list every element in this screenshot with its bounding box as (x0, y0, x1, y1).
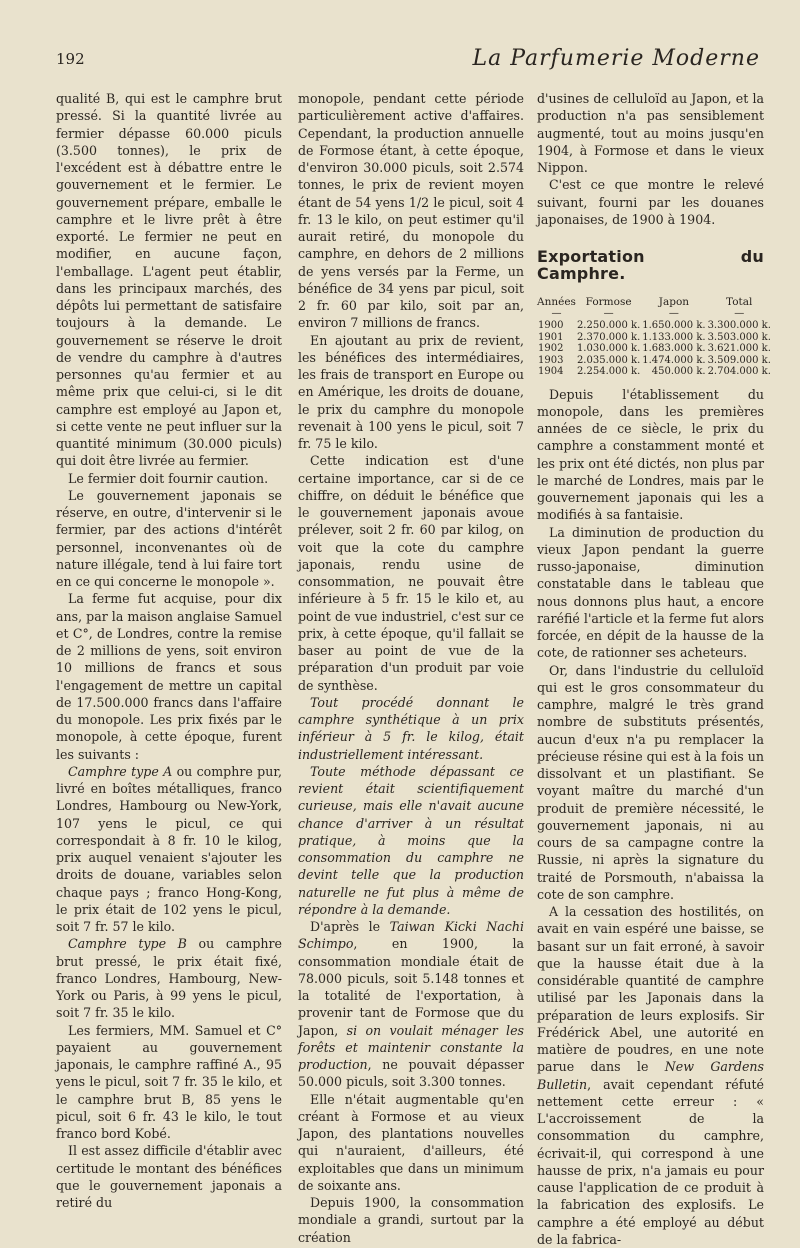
table-cell: 3.509.000 k. (707, 354, 771, 366)
paragraph-italic: si on voulait ménager les forêts et maintenir constante la production (298, 1022, 524, 1072)
table-row (537, 320, 772, 332)
column-3 (537, 90, 771, 1248)
dash: — (734, 308, 745, 319)
column-header: Années (537, 295, 576, 308)
table-row (537, 355, 772, 367)
column-2 (298, 90, 524, 1246)
paragraph: Le fermier doit fournir caution. (68, 470, 269, 486)
paragraph-text: ou comphre pur, livré en boîtes métalliques, franco Londres, Hambourg ou New-York, 107 yens le picul, ce qui correspondait à 8 fr. 10 le kilog, prix auquel venaient s'ajouter les droits de douane, variables selon chaque pays ; franco Hong-Kong, le prix était de 102 yens le picul, soit 7 fr. 57 le kilo. (56, 763, 282, 934)
table-cell: 1.030.000 k. (576, 343, 641, 354)
table-cell: 1.683.000 k. (642, 343, 706, 354)
table-cell: 2.370.000 k. (576, 331, 641, 343)
paragraph: d'usines de celluloïd au Japon, et la production n'a pas sensiblement augmenté, tout au moins jusqu'en 1904, à Formose et dans le vieux Nippon. (537, 91, 764, 175)
column-1 (56, 90, 282, 1211)
column-header: Total (726, 295, 753, 308)
table-cell: 1901 (538, 331, 564, 343)
paragraph: C'est ce que montre le relevé suivant, fourni par les douanes japonaises, de 1900 à 1904. (537, 177, 764, 227)
paragraph: Depuis 1900, la consommation mondiale a grandi, surtout par la création (298, 1195, 524, 1245)
newspaper-title: Taiwan Kicki Nachi Schimpo (298, 919, 524, 952)
paragraph: qualité B, qui est le camphre brut pressé. Si la quantité livrée au fermier dépasse 60.000 piculs (3.500 tonnes), le prix de l'excédent est à débattre entre le gouvernement et le fermier. Le gouvernement prépare, emballe le camphre et le livre prêt à être exporté. Le fermier ne peut en modifier, en aucune façon, l'emballage. L'agent peut établir, dans les principaux marchés, des dépôts lui permettant de satisfaire toujours à la demande. Le gouvernement se réserve le droit de vendre du camphre à d'autres personnes qu'au fermier et au même prix que celui-ci, si le dit camphre est employé au Japon et, si cette vente ne peut influer sur la quantité minimum (30.000 piculs) qui doit être livrée au fermier. (56, 91, 282, 469)
camphre-type-b-label: Camphre type B (68, 936, 187, 952)
section-heading: Exportation du Camphre. (537, 247, 764, 284)
table-cell: 1900 (538, 320, 564, 331)
paragraph: La ferme fut acquise, pour dix ans, par la maison anglaise Samuel et C°, de Londres, contre la remise de 2 millions de yens, soit environ 10 millions de francs et sous l'engagement de mettre un capital de 17.500.000 francs dans l'affaire du monopole. Les prix fixés par le monopole, à cette époque, furent les suivants : (56, 591, 282, 762)
table-cell: 1.133.000 k. (642, 331, 706, 343)
column-header: Formose (585, 295, 632, 308)
table-cell: 2.704.000 k. (707, 366, 771, 377)
paragraph: Toute méthode dépassant ce revient était scientifiquement curieuse, mais elle n'avait aucune chance d'arriver à un résultat pratique, à moins que la consommation du camphre ne devint telle que la production naturelle ne fut plus à même de répondre à la demande. (298, 763, 524, 917)
column-header: Japon (658, 295, 690, 308)
paragraph: Le gouvernement japonais se réserve, en outre, d'intervenir si le fermier, par des actions d'intérêt personnel, inconvenantes où de nature illégale, tend à lui faire tort en ce qui concerne le monopole ». (56, 487, 282, 589)
paragraph: Elle n'était augmentable qu'en créant à Formose et au vieux Japon, des plantations nouvelles qui n'auraient, d'ailleurs, été exploitables que dans un minimum de soixante ans. (298, 1091, 524, 1193)
paragraph: Tout procédé donnant le camphre synthétique à un prix inférieur à 5 fr. le kilog, était industriellement intéressant. (298, 694, 524, 762)
paragraph: Il est assez difficile d'établir avec certitude le montant des bénéfices que le gouvernement japonais a retiré du (56, 1143, 282, 1210)
table-cell: 450.000 k. (651, 366, 706, 377)
paragraph-text: D'après le (310, 919, 390, 934)
paragraph (298, 918, 524, 1091)
table-cell: 1903 (538, 354, 564, 366)
paragraph-text: , en 1900, la consommation mondiale était de 78.000 piculs, soit 5.148 tonnes et la totalité de l'exportation, à provenir tant de Formose que du Japon, (298, 936, 524, 1038)
table-cell: 2.254.000 k. (576, 366, 641, 377)
paragraph (56, 763, 282, 936)
paragraph: monopole, pendant cette période particulièrement active d'affaires. Cependant, la production annuelle de Formose étant, à cette époque, d'environ 30.000 piculs, soit 2.574 tonnes, le prix de revient moyen étant de 54 yens 1/2 le picul, soit 4 fr. 13 le kilo, on peut estimer qu'il aurait retiré, du monopole du camphre, en dehors de 2 millions de yens versés par la Ferme, un bénéfice de 34 yens par picul, soit 2 fr. 60 par kilo, soit par an, environ 7 millions de francs. (298, 91, 524, 331)
dash: — (668, 308, 679, 319)
dash: — (603, 308, 614, 319)
paragraph: En ajoutant au prix de revient, les bénéfices des intermédiaires, les frais de transport en Europe ou en Amérique, les droits de douane, le prix du camphre du monopole revenait à 100 yens le picul, soit 7 fr. 75 le kilo. (298, 332, 524, 451)
paragraph: Depuis l'établissement du monopole, dans les premières années de ce siècle, le prix du camphre a constamment monté et les prix ont été dictés, non plus par le marché de Londres, mais par le gouvernement japonais qui les a modifiés à sa fantaisie. (537, 386, 764, 523)
table-cell: 3.503.000 k. (707, 331, 771, 343)
paragraph: Cette indication est d'une certaine importance, car si de ce chiffre, on déduit le bénéfice que le gouvernement japonais avoue prélever, soit 2 fr. 60 par kilog, on voit que la cote du camphre japonais, rendu usine de consommation, ne pouvait être inférieure à 5 fr. 15 le kilo et, au point de vue industriel, c'est sur ce prix, à cette époque, qu'il fallait se baser au point de vue de la préparation d'un produit par voie de synthèse. (298, 453, 524, 693)
table-row (537, 366, 772, 378)
camphre-type-a-label: Camphre type A (68, 763, 173, 779)
table-dash-row (537, 308, 772, 320)
journal-title: La Parfumerie Moderne (472, 46, 760, 71)
page-number: 192 (56, 50, 85, 68)
table-cell: 1.474.000 k. (642, 354, 706, 366)
paragraph-text: ou camphre brut pressé, le prix était fixé, franco Londres, Hambourg, New-York ou Paris, à 99 yens le picul, soit 7 fr. 35 le kilo. (56, 936, 282, 1021)
paragraph-text: , ne pouvait dépasser 50.000 piculs, soit 3.300 tonnes. (298, 1057, 524, 1090)
table-cell: 2.035.000 k. (576, 354, 641, 366)
paragraph: Les fermiers, MM. Samuel et C° payaient au gouvernement japonais, le camphre raffiné A., 95 yens le picul, soit 7 fr. 35 le kilo, et le camphre brut B, 85 yens le picul, soit 6 fr. 43 le kilo, le tout franco bord Kobé. (56, 1022, 282, 1141)
dash: — (551, 308, 562, 319)
table-header-row (537, 297, 772, 309)
table-cell: 3.621.000 k. (707, 343, 771, 354)
paragraph-text: , avait cependant réfuté nettement cette erreur : « L'accroissement de la consommation du camphre, écrivait-il, qui correspond à une hausse de prix, n'a jamais eu pour cause l'application de ce produit à la fabrication des explosifs. Le camphre a été employé au début de la fabrica- (537, 1076, 764, 1247)
export-table (537, 297, 772, 378)
page-header (56, 46, 760, 80)
table-cell: 1.650.000 k. (642, 320, 706, 331)
table-row (537, 343, 772, 355)
paragraph: La diminution de production du vieux Japon pendant la guerre russo-japonaise, diminution constatable dans le tableau que nous donnons plus haut, a encore raréfié l'article et la ferme fut alors forcée, en dépit de la hausse de la cote, de rationner ses acheteurs. (537, 524, 764, 661)
paragraph: Or, dans l'industrie du celluloïd qui est le gros consommateur du camphre, malgré le très grand nombre de substituts présentés, aucun d'eux n'a pu remplacer la précieuse résine qui est à la fois un dissolvant et un plastifiant. Se voyant maître du marché d'un produit de première nécessité, le gouvernement japonais, ni au cours de sa campagne contre la Russie, ni après la signature du traité de Porsmouth, n'abaissa la cote de son camphre. (537, 662, 764, 902)
table-row (537, 332, 772, 344)
table-cell: 1904 (538, 366, 564, 377)
paragraph-text: A la cessation des hostilités, on avait en vain espéré une baisse, se basant sur un fait erroné, à savoir que la hausse était due à la considérable quantité de camphre utilisé par les Japonais dans la préparation de leurs explosifs. Sir Frédérick Abel, une autorité en matière de poudres, en une note parue dans le (537, 904, 764, 1075)
table-cell: 3.300.000 k. (707, 320, 771, 331)
paragraph (56, 935, 282, 1021)
table-cell: 1902 (538, 343, 564, 354)
table-cell: 2.250.000 k. (576, 320, 641, 331)
bulletin-title: New Gardens Bulletin (537, 1059, 764, 1092)
paragraph (537, 903, 764, 1248)
